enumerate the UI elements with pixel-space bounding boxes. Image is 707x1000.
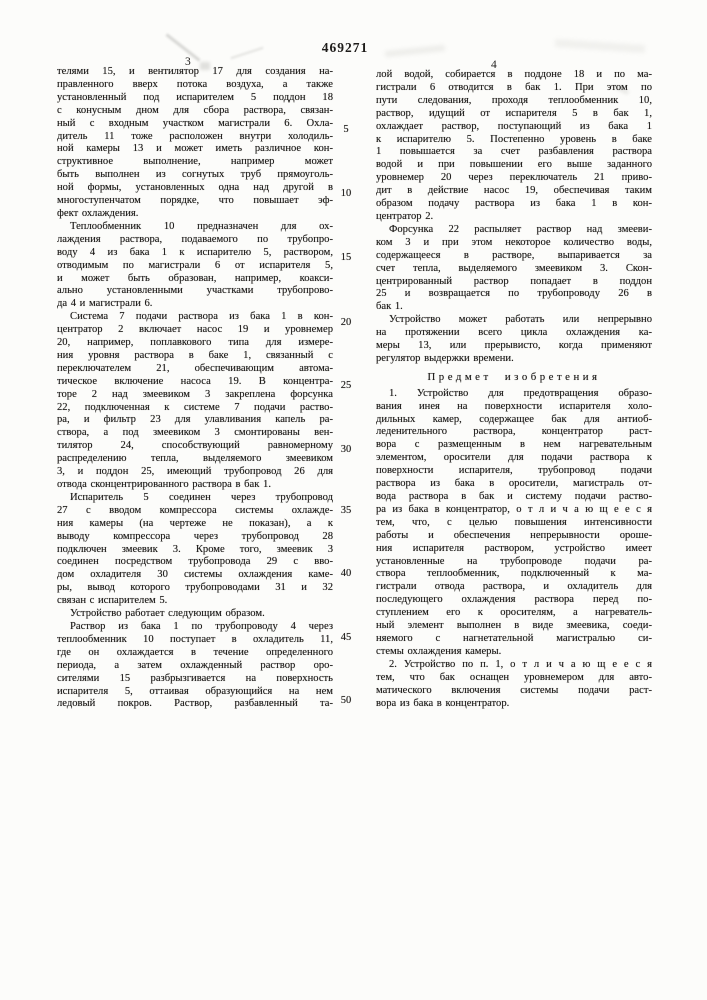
- text-line: распределению тепла, выделяемого змеевиком: [57, 453, 333, 465]
- text-line: отводимым по магистрали 6 от испарителя 5,: [57, 259, 333, 271]
- text-line: створа теплообменник, подключенный к ма-: [376, 568, 652, 580]
- text-line: Форсунка 22 распыляет раствор над змееви-: [389, 223, 652, 235]
- text-line: лой водой, собирается в поддоне 18 и по ма-: [376, 69, 652, 80]
- text-line: 27 с вводом компрессора системы охлажде-: [57, 504, 333, 516]
- text-line: содержащееся в растворе, выпаривается за: [376, 249, 652, 261]
- text-line: 22, подключенная к системе 7 подачи раство-: [57, 401, 333, 413]
- text-line: 3, и поддон 25, имеющий трубопровод 26 для: [57, 466, 333, 478]
- text-line: структивное выполнение, например может: [57, 156, 333, 168]
- text-line: подключен змеевик 3. Кроме того, змеевик 3: [57, 543, 333, 555]
- text-line: регулятор выдержки времени.: [376, 352, 514, 364]
- text-line: ально установленными участками трубопрово-: [57, 285, 333, 297]
- text-line: дильных камер, содержащее бак для антиоб-: [376, 413, 652, 425]
- text-line: ступлением его к оросителям, а нагреватель-: [376, 607, 652, 619]
- text-line: леденительного раствора, концентратор раст-: [376, 426, 652, 438]
- text-line: да 4 и магистрали 6.: [57, 298, 153, 310]
- text-line: работы и обеспечения непрерывности ороше-: [376, 529, 652, 541]
- text-line: центрированный раствор попадает в поддон: [376, 275, 652, 287]
- text-line: 2. Устройство по п. 1, о т л и ч а ю щ е е с я: [389, 658, 652, 670]
- text-line: ный элемент выполнен в виде змеевика, соеди-: [376, 620, 652, 632]
- text-line: телями 15, и вентилятор 17 для создания на-: [57, 66, 333, 77]
- text-line: пути следования, проходя теплообменник 10,: [376, 94, 652, 106]
- text-line: и может быть образован, например, коакси-: [57, 272, 333, 284]
- text-line: воду 4 из бака 1 к испарителю 5, раствором,: [57, 246, 333, 258]
- text-line: к испарителю 5. Постепенно уровень в баке: [376, 133, 652, 145]
- text-line: няемого с нагнетательной магистралью си-: [376, 632, 652, 644]
- text-line: ния уровня раствора в баке 1, связанный с: [57, 349, 333, 361]
- column-number-4: 4: [491, 59, 497, 71]
- gutter-line-number: 35: [340, 505, 352, 516]
- text-line: Устройство работает следующим образом.: [70, 608, 265, 620]
- text-line: створа, а под змеевиком 3 смонтированы вен-: [57, 427, 333, 439]
- text-line: вора из бака в концентратор.: [376, 697, 510, 709]
- text-line: Устройство может работать или непрерывно: [389, 314, 652, 326]
- gutter-line-number: 25: [340, 380, 352, 391]
- text-line: охлаждает раствор, поступающий из бака 1: [376, 120, 652, 132]
- text-line: дитель 11 тоже расположен внутри холодиль-: [57, 130, 333, 142]
- text-line: бак 1.: [376, 301, 403, 313]
- text-line: стемы охлаждения камеры.: [376, 645, 502, 657]
- text-line: образом подачу раствора из бака 1 в кон-: [376, 198, 652, 210]
- text-line: элементом, оросители для подачи раствора к: [376, 452, 652, 464]
- gutter-line-number: 30: [340, 444, 352, 455]
- gutter-line-number: 45: [340, 632, 352, 643]
- text-line: тилятор 24, способствующий равномерному: [57, 440, 333, 452]
- text-line: правленного вверх потока воздуха, а также: [57, 78, 333, 90]
- text-line: счет тепла, выделяемого змеевиком 3. Скон-: [376, 262, 652, 274]
- text-line: 1. Устройство для предотвращения образо-: [389, 387, 652, 399]
- text-line: ра из бака в концентратор, о т л и ч а ю щ е е с я: [376, 503, 652, 515]
- text-line: центратор 2 включает насос 19 и уровнемер: [57, 324, 333, 336]
- text-column-3: [57, 66, 333, 711]
- patent-number: 469271: [321, 40, 369, 55]
- text-line: теплообменник 10 поступает в охладитель 11,: [57, 633, 333, 645]
- column-number-3: 3: [185, 56, 191, 68]
- text-line: ния камеры (на чертеже не показан), а к: [57, 517, 333, 529]
- text-line: отвода сконцентрированного раствора в бак 1.: [57, 479, 271, 490]
- gutter-line-number: 20: [340, 317, 352, 328]
- gutter-line-number: 5: [343, 124, 349, 135]
- text-line: водой и при повышении его выше заданного: [376, 159, 652, 171]
- text-line: ния испарителя раствором, устройство имеет: [376, 542, 652, 554]
- text-line: раствора из бака в оросители, магистраль от-: [376, 478, 652, 490]
- text-line: Система 7 подачи раствора из бака 1 в кон-: [70, 311, 333, 323]
- text-line: раствор, идущий от испарителя 5 в бак 1,: [376, 107, 652, 119]
- text-line: матического включения системы подачи раст-: [376, 684, 652, 696]
- gutter-line-number: 15: [340, 252, 352, 263]
- text-line: центратор 2.: [376, 210, 434, 222]
- text-line: установленные на трубопроводе подачи ра-: [376, 555, 652, 567]
- text-line: фект охлаждения.: [57, 207, 139, 219]
- text-line: тем, что бак оснащен уровнемером для авто-: [376, 671, 652, 683]
- text-line: выводу компрессора через трубопровод 28: [57, 530, 333, 542]
- text-line: переключателем 21, обеспечивающим автома-: [57, 362, 333, 374]
- text-line: с конусным дном для сбора раствора, связан-: [57, 104, 333, 116]
- text-line: соединен посредством трубопровода 29 с вво-: [57, 556, 333, 568]
- text-line: уровнемер 20 через переключатель 21 приво-: [376, 172, 652, 184]
- text-column-4: [376, 69, 652, 710]
- text-line: на протяжении всего цикла охлаждения ка-: [376, 327, 652, 339]
- text-line: вора с размещенным в нем нагревательным: [376, 439, 652, 451]
- text-line: где он охлаждается в течение определенного: [57, 646, 333, 658]
- text-line: ра, и фильтр 23 для улавливания капель ра-: [57, 414, 333, 426]
- text-line: ной формы, установленных одна над другой в: [57, 182, 333, 194]
- text-line: ной камеры 13 и может иметь различное кон-: [57, 143, 333, 155]
- text-line: последующего охлаждения раствора перед по-: [376, 594, 652, 606]
- text-line: поверхности испарителя, трубопровод подачи: [376, 465, 652, 477]
- text-line: меры 13, или прерывисто, когда применяют: [376, 340, 652, 352]
- text-line: гистрали 6 отводится в бак 1. При этом по: [376, 81, 652, 93]
- text-line: вода раствора в бак и систему подачи раство-: [376, 491, 652, 502]
- gutter-line-number: 50: [340, 695, 352, 706]
- text-line: 20, например, поплавкового типа для измере-: [57, 337, 333, 349]
- text-line: дит в действие насос 19, обеспечивая таким: [376, 185, 652, 197]
- text-line: периода, а затем охлажденный раствор оро-: [57, 659, 333, 671]
- text-line: гистрали отвода раствора, и охладитель для: [376, 581, 652, 593]
- text-line: 1 повышается за счет разбавления раствора: [376, 146, 652, 158]
- text-line: ледовый покров. Раствор, разбавленный та-: [57, 698, 333, 710]
- text-line: сителями 15 разбрызгивается на поверхность: [57, 672, 333, 684]
- text-line: торе 2 над змеевиком 3 закреплена форсунка: [57, 388, 333, 400]
- text-line: вания инея на поверхности испарителя холо-: [376, 400, 652, 412]
- text-line: ный с входным участком магистрали 6. Охла-: [57, 117, 333, 129]
- text-line: испарителя 5, оттаивая образующийся на нем: [57, 685, 333, 697]
- text-line: Теплообменник 10 предназначен для ох-: [70, 220, 333, 232]
- gutter-line-number: 40: [340, 568, 352, 579]
- text-line: многоступенчатом порядке, что повышает эф-: [57, 195, 333, 207]
- text-line: дом охладителя 30 системы охлаждения каме-: [57, 569, 333, 581]
- gutter-line-number: 10: [340, 188, 352, 199]
- section-heading: Предмет изобретения: [427, 370, 601, 383]
- text-line: быть выполнен из согнутых труб прямоуголь-: [57, 169, 333, 181]
- text-line: связан с испарителем 5.: [57, 595, 168, 607]
- text-line: тическое включение насоса 19. В концентра-: [57, 375, 333, 387]
- text-line: ры, вывод которого трубопроводами 31 и 32: [57, 582, 333, 594]
- text-line: лаждения раствора, подаваемого по трубопро-: [57, 233, 333, 245]
- text-line: Раствор из бака 1 по трубопроводу 4 через: [70, 620, 333, 632]
- text-line: 25 и возвращается по трубопроводу 26 в: [376, 288, 652, 300]
- text-line: установленный под испарителем 5 поддон 18: [57, 91, 333, 103]
- text-line: тем, что, с целью повышения интенсивности: [376, 516, 652, 528]
- text-line: Испаритель 5 соединен через трубопровод: [70, 491, 333, 503]
- text-line: ком 3 и при этом некоторое количество воды,: [376, 236, 652, 248]
